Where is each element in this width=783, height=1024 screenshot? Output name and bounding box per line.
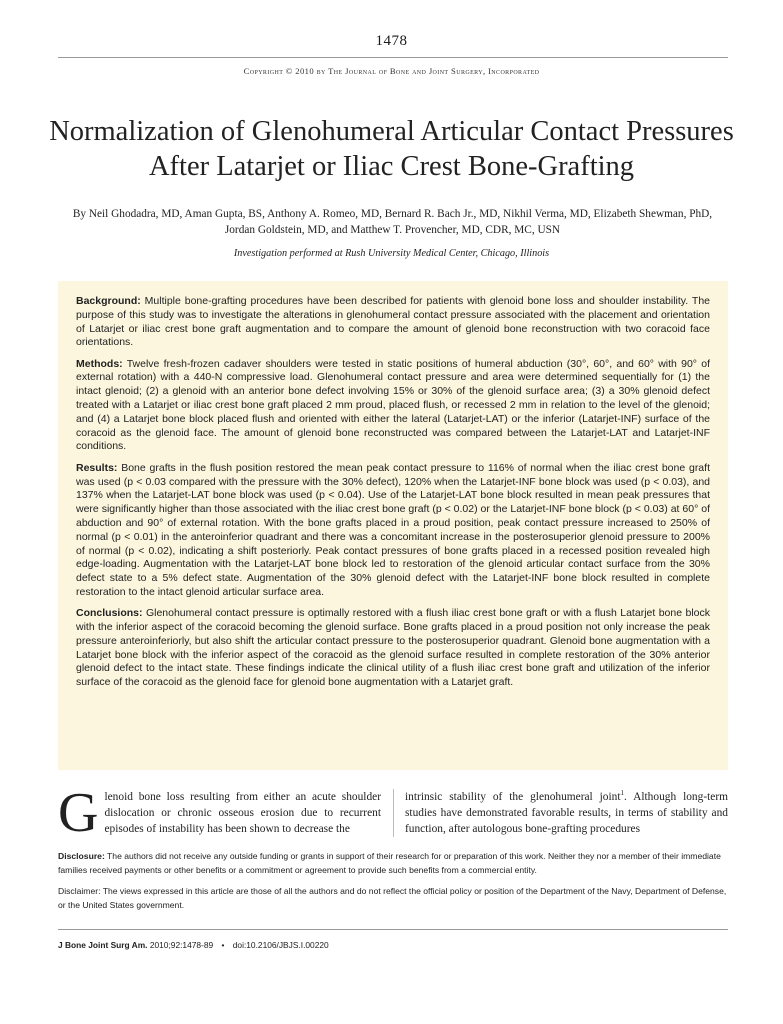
background-heading: Background:	[76, 295, 141, 307]
header-rule	[58, 57, 728, 58]
conclusions-text: Glenohumeral contact pressure is optimally restored with a flush iliac crest bone graft or with a flush Latarjet bone block with the inferior aspect of the coracoid becoming the glenoid surface. Bone grafts placed in a proud position not only increase the peak pressure anteroinferiorly, but also shift the articular contact pressure to the posterosuperior quadrant. Glenoid bone augmentation with a Latarjet bone block with the inferior aspect of the coracoid as the glenoid surface resulted in complete restoration of the 30% anterior glenoid defect to the intact state. These findings indicate the clinical utility of a flush iliac crest bone graft and utilization of the inferior surface of the coracoid as the glenoid face for glenoid bone augmentation with a Latarjet graft.	[76, 607, 710, 689]
copyright-line: Copyright © 2010 by The Journal of Bone and Joint Surgery, Incorporated	[243, 66, 540, 76]
drop-cap: G	[58, 782, 99, 844]
page-number: 1478	[375, 33, 408, 49]
background-text: Multiple bone-grafting procedures have been described for patients with glenoid bone loss and shoulder instability. The purpose of this study was to investigate the alterations in glenohumeral contact pressure associated with the placement and orientation of Latarjet or iliac crest bone graft augmentation and to compare the amount of glenoid bone reconstruction with two coracoid face orientations.	[76, 295, 710, 349]
body-right-text: intrinsic stability of the glenohumeral joint	[405, 791, 621, 803]
footer-rule	[58, 929, 728, 930]
methods-heading: Methods:	[76, 357, 123, 370]
institution-line: Investigation performed at Rush University Medical Center, Chicago, Illinois	[233, 248, 550, 259]
doi-text: doi:10.2106/JBJS.I.00220	[232, 940, 329, 950]
citation-superscript: 1	[620, 789, 624, 798]
body-left-text: lenoid bone loss resulting from either an acute shoulder dislocation or chronic osseous erosion due to recurrent episodes of instability has been shown to decrease the	[104, 791, 381, 835]
author-list: By Neil Ghodadra, MD, Aman Gupta, BS, Anthony A. Romeo, MD, Bernard R. Bach Jr., MD, Nikhil Verma, MD, Elizabeth Shewman, PhD, Jordan Goldstein, MD, and Matthew T. Provencher, MD, CDR, MC, USN	[72, 208, 713, 236]
abstract-box	[58, 281, 728, 770]
results-text: Bone grafts in the flush position restored the mean peak contact pressure to 116% of normal when the iliac crest bone graft was used (p < 0.03 compared with the pressure with the 30% defect), 120% when the Latarjet-INF bone block was used (p < 0.03), and 137% when the Latarjet-LAT bone block was used (p < 0.04). Use of the Latarjet-LAT bone block resulted in mean peak pressures that were significantly higher than those associated with the iliac crest bone graft (p < 0.02) or the Latarjet-INF bone block (p < 0.03) at 60° of abduction and 90° of external rotation. With the bone grafts placed in a proud position, peak contact pressure increased to 250% of normal (p < 0.01) in the anteroinferior quadrant and there was a concomitant increase in the posterosuperior glenoid pressure to 200% of normal (p < 0.02), indicating a shift posteriorly. Peak contact pressures of bone grafts placed in a recessed position revealed high edge-loading. Augmentation with the Latarjet-LAT bone block led to restoration of the glenoid articular contact surface from the 30% defect state to a 5% defect state. Augmentation of the 30% glenoid defect with the Latarjet-INF bone block resulted in complete restoration to the intact glenoid articular surface area.	[76, 461, 710, 598]
disclosure-text: The authors did not receive any outside funding or grants in support of their research for or preparation of this work. Neither they nor a member of their immediate families received payments or other benefits or a commitment or agreement to provide such benefits from a commercial entity.	[58, 851, 721, 875]
article-title: Normalization of Glenohumeral Articular Contact Pressures After Latarjet or Iliac Crest Bone-Grafting	[49, 116, 734, 182]
conclusions-heading: Conclusions:	[76, 607, 143, 620]
journal-abbrev: J Bone Joint Surg Am.	[58, 940, 148, 950]
body-column-right	[405, 789, 728, 837]
disclaimer-note: Disclaimer: The views expressed in this article are those of all the authors and do not reflect the official policy or position of the Department of the Navy, Department of Defense, or the United States government.	[58, 886, 727, 910]
abstract-conclusions	[76, 607, 710, 690]
abstract-methods	[76, 358, 710, 455]
footer-citation	[58, 940, 730, 950]
footer-bullet: •	[221, 940, 225, 950]
abstract-background	[76, 295, 710, 350]
disclosure-heading: Disclosure:	[58, 851, 105, 861]
disclosure-note	[58, 850, 730, 877]
body-column-left	[58, 782, 381, 844]
body-right-text-continued: . Although long-term studies have demonstrated favorable results, in terms of stability and function, after autologous bone-grafting procedures	[405, 791, 728, 835]
methods-text: Twelve fresh-frozen cadaver shoulders were tested in static positions of humeral abduction (30°, 60°, and 60° with 90° of external rotation) with a 440-N compressive load. Glenohumeral contact pressure and area were determined sequentially for (1) the intact glenoid; (2) a glenoid with an anterior bone defect involving 15% or 30% of the glenoid surface area; (3) a 30% glenoid defect treated with a Latarjet or iliac crest bone graft placed 2 mm proud, placed flush, or recessed 2 mm in relation to the level of the glenoid; and (4) a Latarjet bone block placed flush and oriented with either the lateral (Latarjet-LAT) or the inferior (Latarjet-INF) surface of the coracoid as the glenoid face. The amount of glenoid bone reconstructed was compared between the Latarjet-LAT and Latarjet-INF conditions.	[76, 357, 710, 453]
abstract-results	[76, 462, 710, 600]
body-text	[58, 782, 728, 844]
column-divider	[393, 789, 394, 837]
citation-volume: 2010;92:1478-89	[149, 940, 214, 950]
results-heading: Results:	[76, 461, 118, 474]
